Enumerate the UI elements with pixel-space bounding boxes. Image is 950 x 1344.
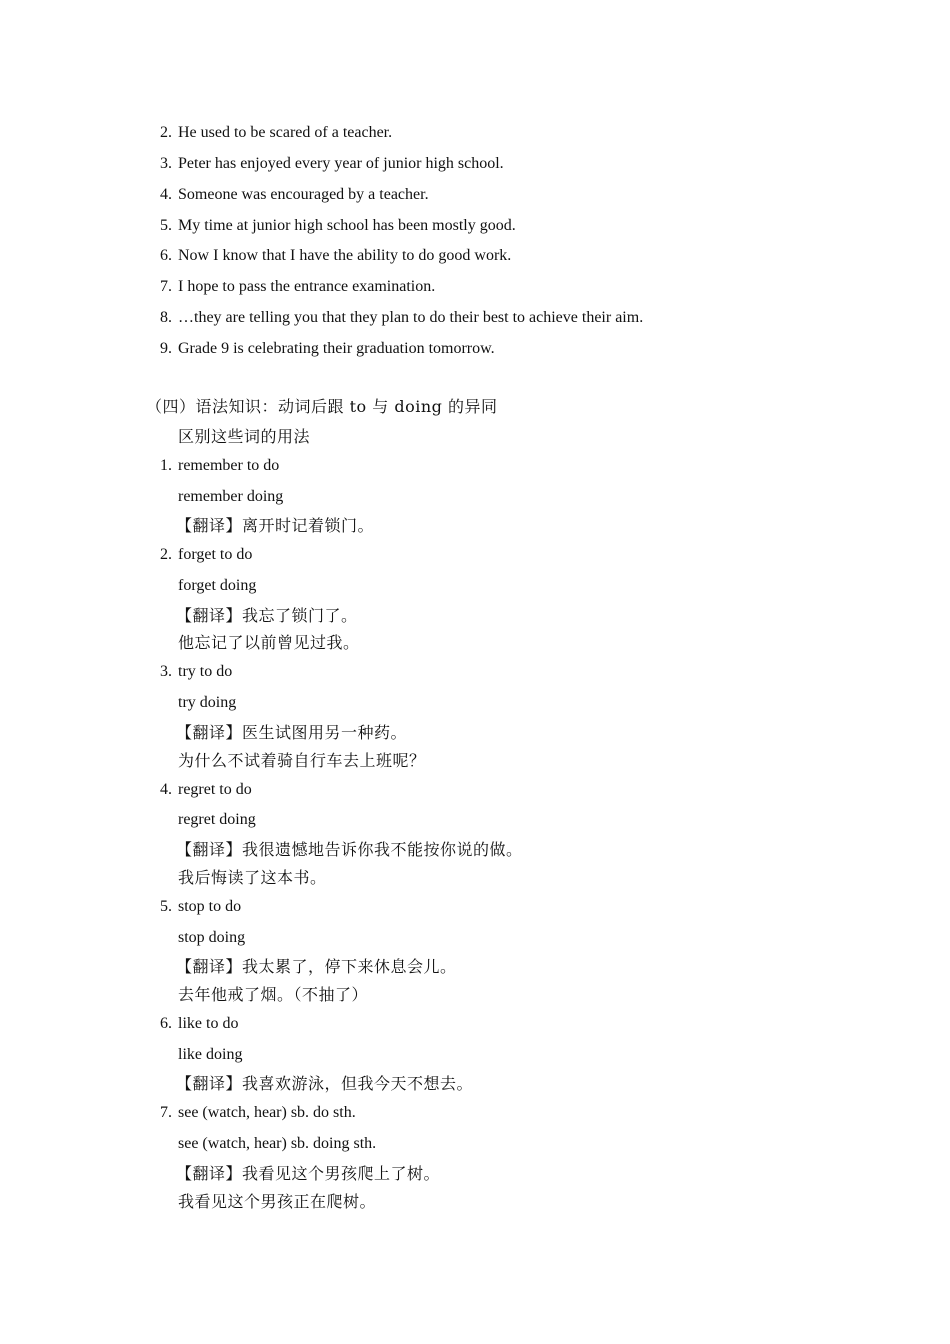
item-number: 4. — [160, 186, 172, 203]
item-number: 2. — [160, 124, 172, 141]
item-text: Now I know that I have the ability to do good work. — [178, 247, 512, 264]
translation: 【翻译】我忘了锁门了。 — [176, 606, 358, 625]
group-number: 6. — [160, 1015, 172, 1032]
translation: 我后悔读了这本书。 — [178, 868, 327, 887]
item-text: Grade 9 is celebrating their graduation tomorrow. — [178, 340, 495, 357]
group-number: 3. — [160, 663, 172, 680]
item-text: …they are telling you that they plan to do their best to achieve their aim. — [178, 309, 644, 326]
item-number: 9. — [160, 340, 172, 357]
form-doing: see (watch, hear) sb. doing sth. — [178, 1135, 377, 1152]
group-number: 7. — [160, 1104, 172, 1121]
section-subheading: 区别这些词的用法 — [178, 427, 311, 446]
item-text: He used to be scared of a teacher. — [178, 124, 393, 141]
item-text: I hope to pass the entrance examination. — [178, 278, 436, 295]
item-number: 5. — [160, 217, 172, 234]
item-number: 7. — [160, 278, 172, 295]
translation: 为什么不试着骑自行车去上班呢？ — [178, 751, 426, 770]
translation: 【翻译】我很遗憾地告诉你我不能按你说的做。 — [176, 840, 523, 859]
translation: 他忘记了以前曾见过我。 — [178, 633, 360, 652]
item-text: Peter has enjoyed every year of junior high school. — [178, 155, 504, 172]
item-number: 6. — [160, 247, 172, 264]
form-doing: try doing — [178, 694, 237, 711]
form-doing: like doing — [178, 1046, 243, 1063]
item-text: Someone was encouraged by a teacher. — [178, 186, 429, 203]
section-heading: （四）语法知识：动词后跟 to 与 doing 的异同 — [146, 397, 498, 416]
form-to-do: see (watch, hear) sb. do sth. — [178, 1104, 356, 1121]
translation: 我看见这个男孩正在爬树。 — [178, 1192, 377, 1211]
group-number: 5. — [160, 898, 172, 915]
translation: 【翻译】离开时记着锁门。 — [176, 516, 375, 535]
form-doing: forget doing — [178, 577, 257, 594]
form-to-do: try to do — [178, 663, 233, 680]
form-to-do: like to do — [178, 1015, 239, 1032]
group-number: 1. — [160, 457, 172, 474]
form-doing: regret doing — [178, 811, 256, 828]
form-doing: remember doing — [178, 488, 284, 505]
form-to-do: remember to do — [178, 457, 280, 474]
group-number: 4. — [160, 781, 172, 798]
item-number: 8. — [160, 309, 172, 326]
form-to-do: stop to do — [178, 898, 242, 915]
form-to-do: regret to do — [178, 781, 252, 798]
translation: 【翻译】我喜欢游泳，但我今天不想去。 — [176, 1074, 474, 1093]
form-doing: stop doing — [178, 929, 246, 946]
translation: 【翻译】医生试图用另一种药。 — [176, 723, 408, 742]
form-to-do: forget to do — [178, 546, 253, 563]
translation: 【翻译】我太累了，停下来休息会儿。 — [176, 957, 457, 976]
item-number: 3. — [160, 155, 172, 172]
translation: 【翻译】我看见这个男孩爬上了树。 — [176, 1164, 441, 1183]
translation: 去年他戒了烟。（不抽了） — [178, 985, 369, 1004]
group-number: 2. — [160, 546, 172, 563]
item-text: My time at junior high school has been mostly good. — [178, 217, 516, 234]
